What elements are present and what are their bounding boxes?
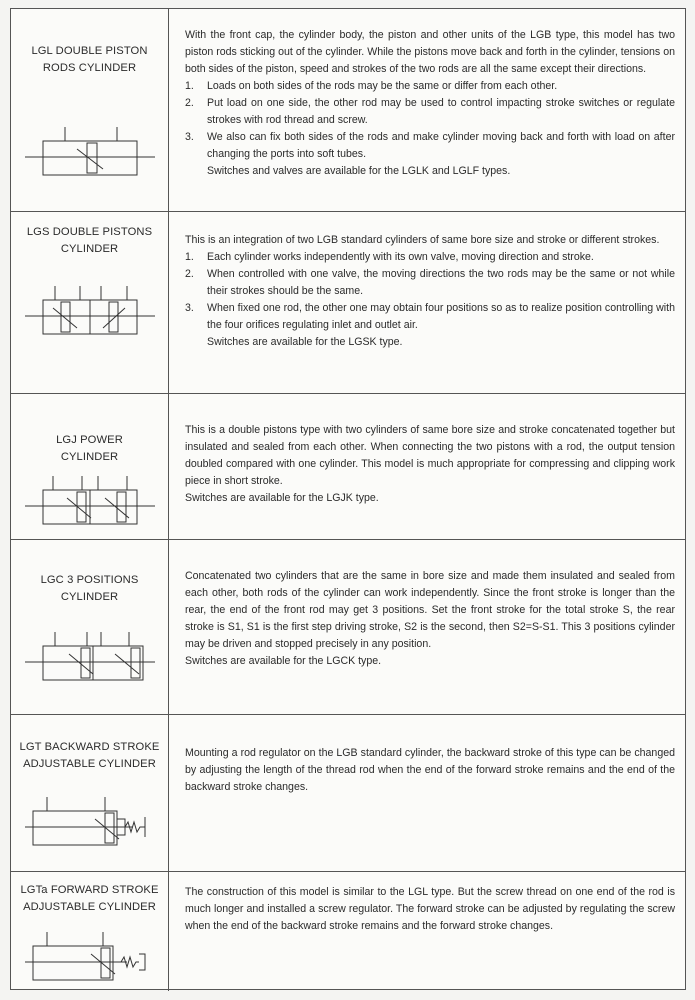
list-item	[185, 95, 675, 129]
model-cell	[11, 9, 169, 211]
item-number: 2.	[185, 97, 194, 109]
description-intro: This is an integration of two LGB standard cylinders of same bore size and stroke or different strokes.	[185, 234, 660, 246]
table-row-lgl	[11, 9, 685, 212]
item-text: Loads on both sides of the rods may be the same or differ from each other.	[207, 80, 558, 92]
description-cell	[169, 9, 685, 211]
model-title: LGC 3 POSITIONS CYLINDER	[40, 574, 139, 603]
description-intro: Mounting a rod regulator on the LGB standard cylinder, the backward stroke of this type can be changed by adjusting the length of the thread rod when the end of the forward stroke remains and the end of the backward stroke changes.	[185, 747, 675, 793]
description-cell	[169, 715, 685, 871]
item-number: 3.	[185, 131, 194, 143]
description-intro: The construction of this model is similar to the LGL type. But the screw thread on one end of the rod is much longer and installed a screw regulator. The forward stroke can be adjusted by regulating the screw when the end of the backward stroke remains and the forward stroke changes.	[185, 886, 675, 932]
cylinder-symbol-icon	[25, 630, 155, 690]
list-item	[185, 300, 675, 334]
table-row-lgj	[11, 394, 685, 540]
description-cell	[169, 872, 685, 991]
table-row-lgs	[11, 212, 685, 394]
table-row-lgta	[11, 872, 685, 991]
item-text: We also can fix both sides of the rods and make cylinder moving back and forth with load on after changing the ports into soft tubes.	[207, 131, 675, 160]
catalog-table	[10, 8, 686, 990]
feature-list	[185, 249, 675, 334]
item-number: 1.	[185, 251, 194, 263]
item-number: 3.	[185, 302, 194, 314]
list-item	[185, 249, 675, 266]
item-number: 1.	[185, 80, 194, 92]
table-row-lgc	[11, 540, 685, 715]
description-intro: This is a double pistons type with two cylinders of same bore size and stroke concatenated together but insulated and sealed from each other. When connecting the two pistons with a rod, the output tension doubled compared with one cylinder. This model is much appropriate for compressing and clipping work piece in short stroke.	[185, 424, 675, 487]
model-title: LGS DOUBLE PISTONS CYLINDER	[26, 226, 153, 255]
description-intro: With the front cap, the cylinder body, the piston and other units of the LGB type, this model has two piston rods sticking out of the cylinder. While the pistons move back and forth in the cylinder, tensions on both sides of the piston, speed and strokes of the two rods are all the same except their directions.	[185, 29, 675, 75]
model-title: LGL DOUBLE PISTON RODS CYLINDER	[31, 45, 148, 74]
list-item	[185, 129, 675, 163]
cylinder-symbol-icon	[25, 474, 155, 534]
cylinder-symbol-icon	[25, 125, 155, 185]
item-text: When controlled with one valve, the moving directions the two rods may be the same or not while their strokes should be the same.	[207, 268, 675, 297]
switch-note: Switches and valves are available for the LGLK and LGLF types.	[207, 165, 511, 177]
switch-note: Switches are available for the LGCK type.	[185, 655, 382, 667]
item-text: When fixed one rod, the other one may obtain four positions so as to realize position controlling with the four orifices regulating inlet and outlet air.	[207, 302, 675, 331]
model-title: LGT BACKWARD STROKE ADJUSTABLE CYLINDER	[19, 741, 160, 770]
model-cell	[11, 540, 169, 714]
description-cell	[169, 540, 685, 714]
item-text: Put load on one side, the other rod may be used to control impacting stroke switches or regulate strokes with rod thread and screw.	[207, 97, 675, 126]
feature-list	[185, 78, 675, 163]
list-item	[185, 266, 675, 300]
model-title: LGTa FORWARD STROKE ADJUSTABLE CYLINDER	[20, 884, 159, 913]
model-cell	[11, 715, 169, 871]
model-cell	[11, 872, 169, 991]
item-number: 2.	[185, 268, 194, 280]
description-cell	[169, 212, 685, 393]
item-text: Each cylinder works independently with its own valve, moving direction and stroke.	[207, 251, 594, 263]
switch-note: Switches are available for the LGSK type.	[207, 336, 403, 348]
description-cell	[169, 394, 685, 539]
model-cell	[11, 394, 169, 539]
table-row-lgt	[11, 715, 685, 872]
switch-note: Switches are available for the LGJK type.	[185, 492, 379, 504]
cylinder-symbol-icon	[25, 930, 155, 990]
cylinder-symbol-icon	[25, 795, 155, 855]
cylinder-symbol-icon	[25, 284, 155, 344]
description-intro: Concatenated two cylinders that are the same in bore size and made them insulated and sealed from each other, both rods of the cylinder can work independently. Since the front stroke is longer than the rear, the end of the front rod may get 3 positions. Set the front stroke for the total stroke S, the rear stroke is S1, S1 is the first step driving stroke, S2 is the second, then S2=S-S1. This 3 positions cylinder may be driven and stopped precisely in any position.	[185, 570, 675, 650]
model-cell	[11, 212, 169, 393]
model-title: LGJ POWER CYLINDER	[56, 434, 123, 463]
list-item	[185, 78, 675, 95]
